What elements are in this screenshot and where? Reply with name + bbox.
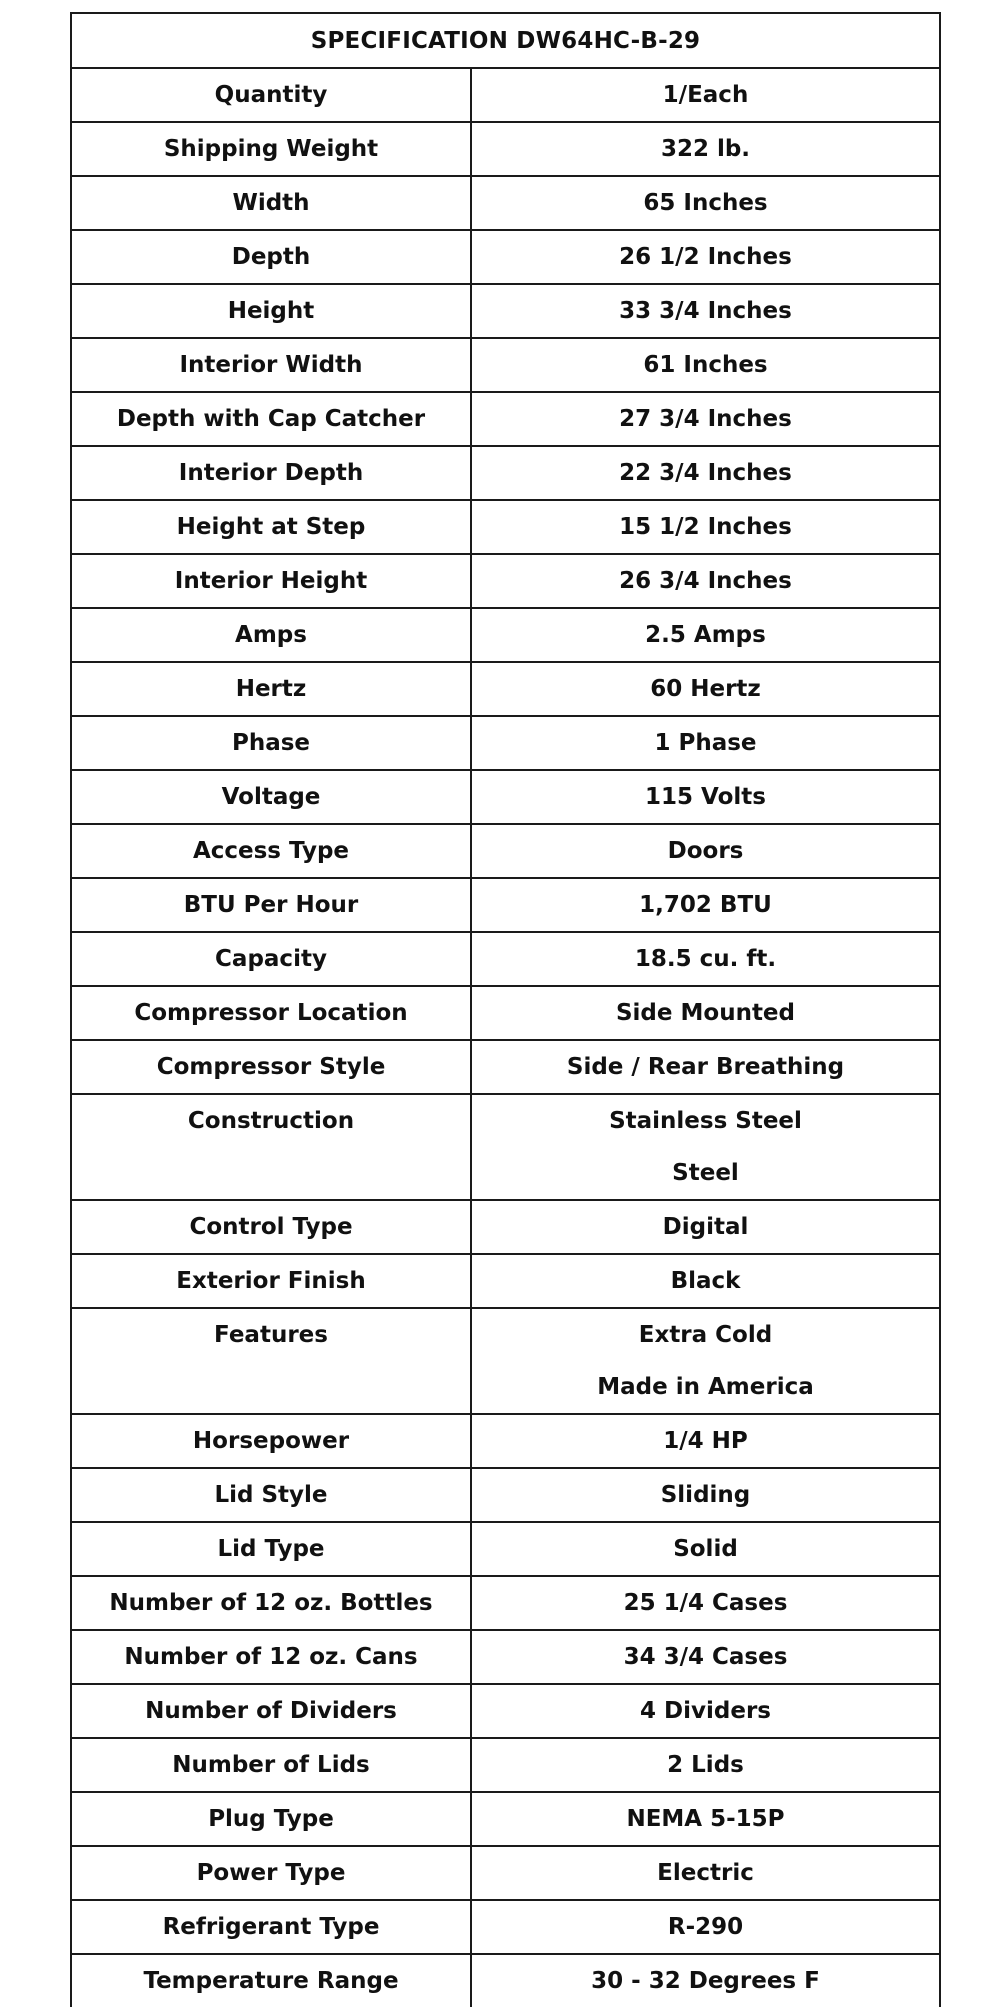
spec-value-line: 1/4 HP (663, 1428, 748, 1454)
table-row (72, 1739, 939, 1793)
table-row (72, 879, 939, 933)
spec-value (472, 1685, 939, 1737)
spec-label: Number of 12 oz. Cans (72, 1631, 472, 1683)
spec-value-line: 322 lb. (660, 136, 751, 162)
spec-value-line: 4 Dividers (640, 1698, 771, 1724)
spec-value (472, 1469, 939, 1521)
spec-label: Depth (72, 231, 472, 283)
spec-label: Height at Step (72, 501, 472, 553)
spec-label: Interior Height (72, 555, 472, 607)
spec-value (472, 1415, 939, 1467)
specification-table (70, 12, 941, 2007)
spec-value-line: 25 1/4 Cases (623, 1590, 788, 1616)
table-row (72, 1309, 939, 1415)
table-row (72, 933, 939, 987)
spec-value-line: Sliding (660, 1482, 751, 1508)
spec-value (472, 1523, 939, 1575)
spec-label: Construction (72, 1095, 472, 1199)
table-row (72, 1095, 939, 1201)
spec-value (472, 663, 939, 715)
table-row (72, 1201, 939, 1255)
table-row (72, 447, 939, 501)
spec-value (472, 987, 939, 1039)
spec-label: Control Type (72, 1201, 472, 1253)
spec-value-line: Extra Cold (638, 1322, 773, 1348)
spec-label: Number of Lids (72, 1739, 472, 1791)
spec-value-line: 65 Inches (643, 190, 768, 216)
spec-value (472, 69, 939, 121)
table-row (72, 1901, 939, 1955)
spec-value-line: Electric (657, 1860, 754, 1886)
spec-value (472, 1739, 939, 1791)
spec-value-line: 34 3/4 Cases (623, 1644, 788, 1670)
table-row (72, 1523, 939, 1577)
spec-value (472, 1041, 939, 1093)
spec-value (472, 339, 939, 391)
spec-label: Width (72, 177, 472, 229)
spec-value (472, 447, 939, 499)
spec-label: Height (72, 285, 472, 337)
table-row (72, 825, 939, 879)
table-row (72, 663, 939, 717)
spec-label: Interior Depth (72, 447, 472, 499)
spec-label: Amps (72, 609, 472, 661)
spec-label: Number of 12 oz. Bottles (72, 1577, 472, 1629)
spec-value-line: 22 3/4 Inches (619, 460, 792, 486)
spec-value (472, 1577, 939, 1629)
table-row (72, 555, 939, 609)
spec-value-line: 2 Lids (667, 1752, 744, 1778)
spec-value-line: Stainless Steel (609, 1108, 802, 1134)
spec-value (472, 1201, 939, 1253)
spec-value (472, 123, 939, 175)
spec-value-line: 26 1/2 Inches (619, 244, 792, 270)
spec-label: Interior Width (72, 339, 472, 391)
table-row (72, 1415, 939, 1469)
table-row (72, 771, 939, 825)
spec-label: Depth with Cap Catcher (72, 393, 472, 445)
spec-label: Lid Style (72, 1469, 472, 1521)
spec-value (472, 1955, 939, 2007)
spec-value-line: 60 Hertz (650, 676, 761, 702)
table-row (72, 1631, 939, 1685)
spec-label: Features (72, 1309, 472, 1413)
spec-value (472, 555, 939, 607)
spec-value (472, 771, 939, 823)
spec-value-line: 18.5 cu. ft. (634, 946, 777, 972)
spec-value-line: Steel (672, 1160, 739, 1186)
spec-label: Voltage (72, 771, 472, 823)
spec-value-line: 15 1/2 Inches (619, 514, 792, 540)
spec-value-line: 115 Volts (645, 784, 766, 810)
table-row (72, 285, 939, 339)
table-row (72, 123, 939, 177)
spec-label: Plug Type (72, 1793, 472, 1845)
table-row (72, 177, 939, 231)
spec-value-line: 1 Phase (654, 730, 757, 756)
spec-value-line: 1,702 BTU (639, 892, 772, 918)
spec-value-line: 1/Each (662, 82, 749, 108)
spec-value (472, 879, 939, 931)
spec-label: Number of Dividers (72, 1685, 472, 1737)
table-row (72, 1955, 939, 2007)
spec-value (472, 177, 939, 229)
table-row (72, 231, 939, 285)
spec-value-line: Doors (667, 838, 744, 864)
table-row (72, 339, 939, 393)
spec-value-line: 61 Inches (643, 352, 768, 378)
spec-value-line: Side / Rear Breathing (566, 1054, 845, 1080)
spec-value (472, 1847, 939, 1899)
table-row (72, 393, 939, 447)
spec-value-line: Black (670, 1268, 741, 1294)
spec-label: Power Type (72, 1847, 472, 1899)
table-row (72, 1041, 939, 1095)
spec-value (472, 717, 939, 769)
spec-label: Refrigerant Type (72, 1901, 472, 1953)
spec-label: Compressor Style (72, 1041, 472, 1093)
table-row (72, 69, 939, 123)
spec-value-line: 2.5 Amps (645, 622, 766, 648)
spec-value (472, 825, 939, 877)
spec-label: Phase (72, 717, 472, 769)
spec-value-line: Digital (662, 1214, 749, 1240)
spec-value (472, 393, 939, 445)
spec-value (472, 1309, 939, 1413)
spec-value-line: R-290 (667, 1914, 744, 1940)
spec-value (472, 1095, 939, 1199)
spec-label: Capacity (72, 933, 472, 985)
spec-label: Lid Type (72, 1523, 472, 1575)
spec-value (472, 609, 939, 661)
table-body (72, 69, 939, 2007)
spec-value-line: 33 3/4 Inches (619, 298, 792, 324)
spec-value-line: NEMA 5-15P (626, 1806, 785, 1832)
spec-label: Temperature Range (72, 1955, 472, 2007)
spec-value (472, 231, 939, 283)
spec-value (472, 1631, 939, 1683)
spec-label: BTU Per Hour (72, 879, 472, 931)
spec-label: Access Type (72, 825, 472, 877)
table-row (72, 1255, 939, 1309)
spec-value-line: Side Mounted (615, 1000, 795, 1026)
spec-value (472, 285, 939, 337)
spec-label: Exterior Finish (72, 1255, 472, 1307)
spec-value-line: Solid (673, 1536, 738, 1562)
spec-value-line: 30 - 32 Degrees F (591, 1968, 820, 1994)
spec-value (472, 1793, 939, 1845)
table-row (72, 1577, 939, 1631)
spec-label: Horsepower (72, 1415, 472, 1467)
spec-value (472, 933, 939, 985)
table-row (72, 1685, 939, 1739)
table-row (72, 1847, 939, 1901)
spec-value-line: 26 3/4 Inches (619, 568, 792, 594)
table-row (72, 609, 939, 663)
spec-value (472, 501, 939, 553)
spec-label: Hertz (72, 663, 472, 715)
spec-label: Quantity (72, 69, 472, 121)
spec-value-line: Made in America (597, 1374, 814, 1400)
spec-value (472, 1901, 939, 1953)
spec-label: Compressor Location (72, 987, 472, 1039)
table-row (72, 987, 939, 1041)
spec-value-line: 27 3/4 Inches (619, 406, 792, 432)
table-title: SPECIFICATION DW64HC-B-29 (72, 14, 939, 69)
spec-value (472, 1255, 939, 1307)
table-row (72, 1793, 939, 1847)
spec-label: Shipping Weight (72, 123, 472, 175)
table-row (72, 501, 939, 555)
table-row (72, 717, 939, 771)
table-row (72, 1469, 939, 1523)
